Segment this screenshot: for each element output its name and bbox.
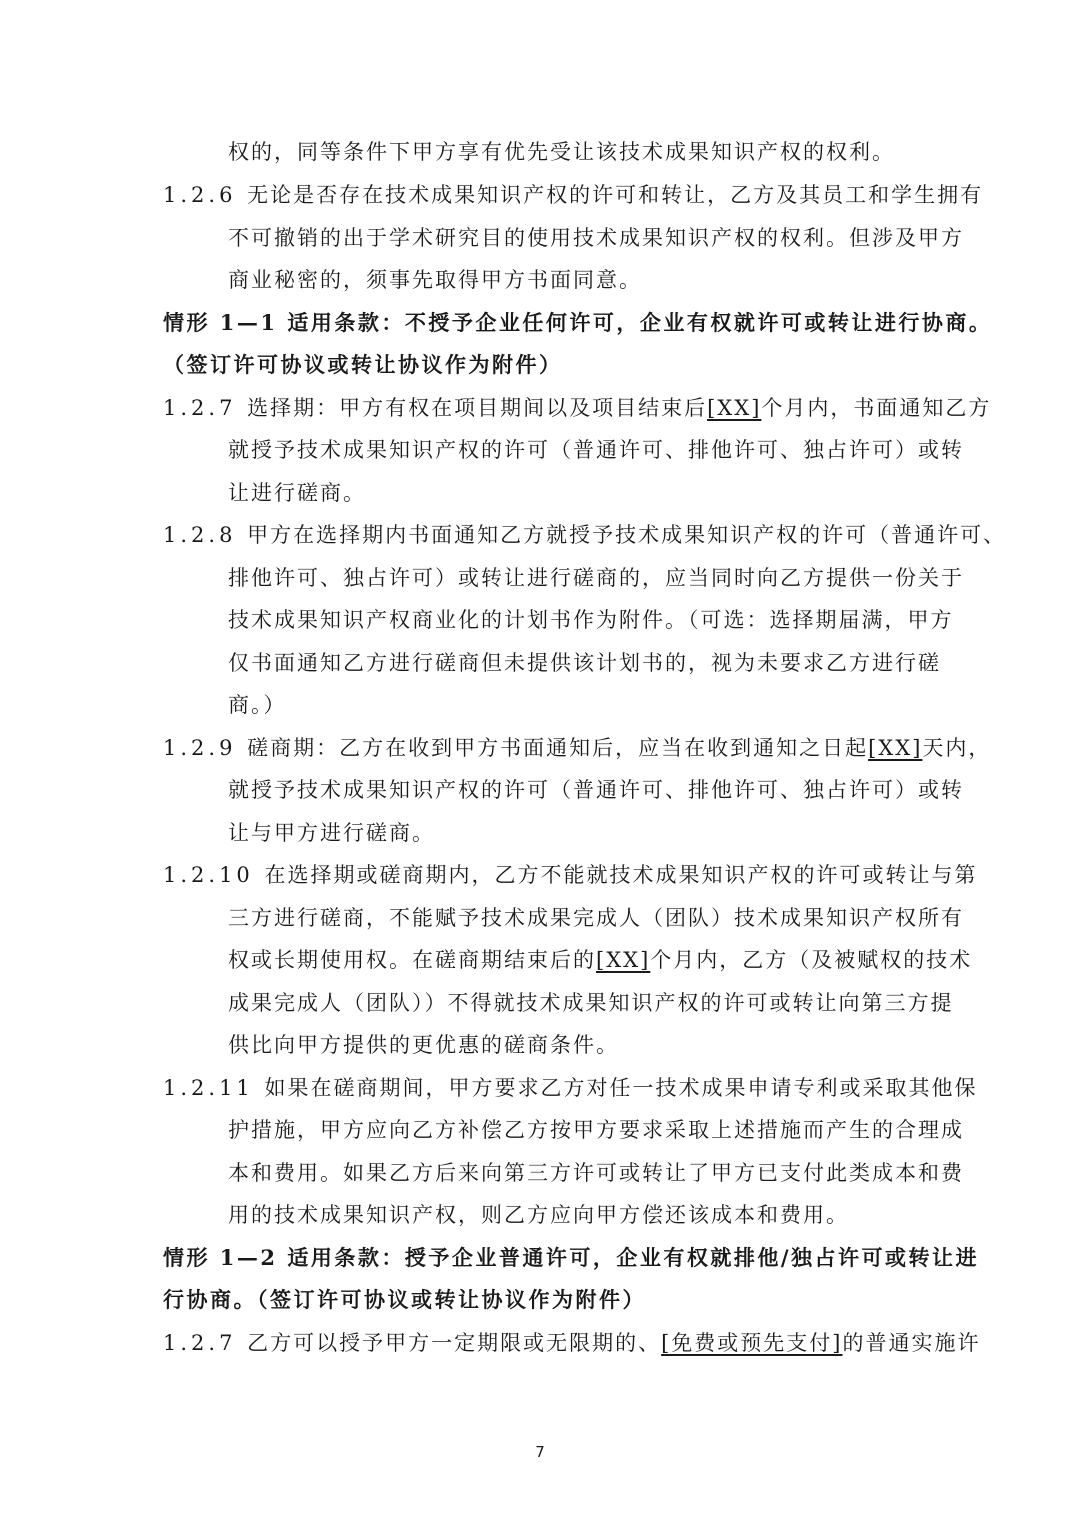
text-segment: 选择期：甲方有权在项目期间以及项目结束后: [247, 396, 708, 420]
text-segment: 仅书面通知乙方进行磋商但未提供该计划书的，视为未要求乙方进行磋: [228, 651, 941, 675]
text-segment: 本和费用。如果乙方后来向第三方许可或转让了甲方已支付此类成本和费: [228, 1161, 964, 1185]
text-segment: 不可撤销的出于学术研究目的使用技术成果知识产权的权利。但涉及甲方: [228, 226, 964, 250]
text-segment: （签订许可协议或转让协议作为附件）: [163, 352, 563, 377]
paragraph-line: [228, 1115, 964, 1145]
text-segment: 个月内，乙方（及被赋权的技术: [650, 948, 973, 972]
paragraph-line: [228, 903, 964, 933]
clause-1-2-6: [163, 180, 983, 210]
text-segment: 供比向甲方提供的更优惠的磋商条件。: [228, 1033, 619, 1057]
clause-1-2-10: [163, 860, 977, 890]
text-segment: 的普通实施许: [842, 1331, 981, 1355]
text-segment: 甲方在选择期内书面通知乙方就授予技术成果知识产权的许可（普通许可、: [247, 523, 1007, 547]
placeholder-field: [XX]: [596, 948, 651, 972]
clause-number: 1.2.7: [163, 396, 248, 420]
paragraph-line: [228, 137, 895, 167]
page-number: 7: [535, 1443, 545, 1461]
clause-1-2-11: [163, 1073, 977, 1103]
text-segment: 如果在磋商期间，甲方要求乙方对任一技术成果申请专利或采取其他保: [264, 1076, 978, 1100]
text-segment: 磋商期：乙方在收到甲方书面通知后，应当在收到通知之日起: [247, 736, 869, 760]
text-segment: 排他许可、独占许可）或转让进行磋商的，应当同时向乙方提供一份关于: [228, 566, 964, 590]
text-segment: 就授予技术成果知识产权的许可（普通许可、排他许可、独占许可）或转: [228, 778, 964, 802]
text-segment: 用的技术成果知识产权，则乙方应向甲方偿还该成本和费用。: [228, 1203, 849, 1227]
text-segment: 乙方可以授予甲方一定期限或无限期的、: [247, 1331, 662, 1355]
text-segment: 情形 1—2 适用条款：授予企业普通许可，企业有权就排他/独占许可或转让进: [163, 1245, 980, 1270]
scenario-heading: [163, 308, 992, 338]
clause-number: 1.2.6: [163, 183, 248, 207]
clause-number: 1.2.11: [163, 1076, 265, 1100]
text-segment: 商业秘密的，须事先取得甲方书面同意。: [228, 268, 642, 292]
text-segment: 三方进行磋商，不能赋予技术成果完成人（团队）技术成果知识产权所有: [228, 906, 964, 930]
text-segment: 权的，同等条件下甲方享有优先受让该技术成果知识产权的权利。: [228, 140, 895, 164]
paragraph-line: [228, 1158, 964, 1188]
scenario-heading: [163, 350, 563, 380]
paragraph-line: [228, 265, 642, 295]
clause-number: 1.2.8: [163, 523, 248, 547]
paragraph-line: [228, 223, 964, 253]
text-segment: 成果完成人（团队））不得就技术成果知识产权的许可或转让向第三方提: [228, 991, 954, 1015]
text-segment: 情形 1—1 适用条款：不授予企业任何许可，企业有权就许可或转让进行协商。: [163, 310, 993, 335]
text-segment: 商。）: [228, 693, 287, 717]
text-segment: 护措施，甲方应向乙方补偿乙方按甲方要求采取上述措施而产生的合理成: [228, 1118, 964, 1142]
paragraph-line: [228, 1200, 849, 1230]
paragraph-line: [228, 775, 964, 805]
placeholder-field: [免费或预先支付]: [661, 1331, 843, 1355]
text-segment: 天内，: [922, 736, 992, 760]
text-segment: 权或长期使用权。在磋商期结束后的: [228, 948, 596, 972]
text-segment: 让与甲方进行磋商。: [228, 821, 435, 845]
clause-number: 1.2.9: [163, 736, 248, 760]
clause-number: 1.2.7: [163, 1331, 248, 1355]
paragraph-line: [228, 605, 954, 635]
paragraph-line: [228, 435, 964, 465]
text-segment: 就授予技术成果知识产权的许可（普通许可、排他许可、独占许可）或转: [228, 438, 964, 462]
text-segment: 让进行磋商。: [228, 481, 366, 505]
clause-1-2-9: [163, 733, 991, 763]
paragraph-line: [228, 945, 972, 975]
paragraph-line: [228, 690, 287, 720]
paragraph-line: [228, 478, 366, 508]
paragraph-line: [228, 988, 954, 1018]
text-segment: 无论是否存在技术成果知识产权的许可和转让，乙方及其员工和学生拥有: [247, 183, 984, 207]
clause-number: 1.2.10: [163, 863, 265, 887]
text-segment: 在选择期或磋商期内，乙方不能就技术成果知识产权的许可或转让与第: [264, 863, 978, 887]
paragraph-line: [228, 818, 435, 848]
clause-1-2-7-alt: [163, 1328, 981, 1358]
text-segment: 技术成果知识产权商业化的计划书作为附件。（可选：选择期届满，甲方: [228, 608, 954, 632]
placeholder-field: [XX]: [707, 396, 762, 420]
clause-1-2-7: [163, 393, 991, 423]
scenario-heading: [163, 1243, 979, 1273]
clause-1-2-8: [163, 520, 1006, 550]
paragraph-line: [228, 563, 964, 593]
paragraph-line: [228, 648, 941, 678]
text-segment: 行协商。（签订许可协议或转让协议作为附件）: [163, 1287, 646, 1312]
scenario-heading: [163, 1285, 646, 1315]
placeholder-field: [XX]: [868, 736, 923, 760]
text-segment: 个月内，书面通知乙方: [761, 396, 992, 420]
paragraph-line: [228, 1030, 619, 1060]
